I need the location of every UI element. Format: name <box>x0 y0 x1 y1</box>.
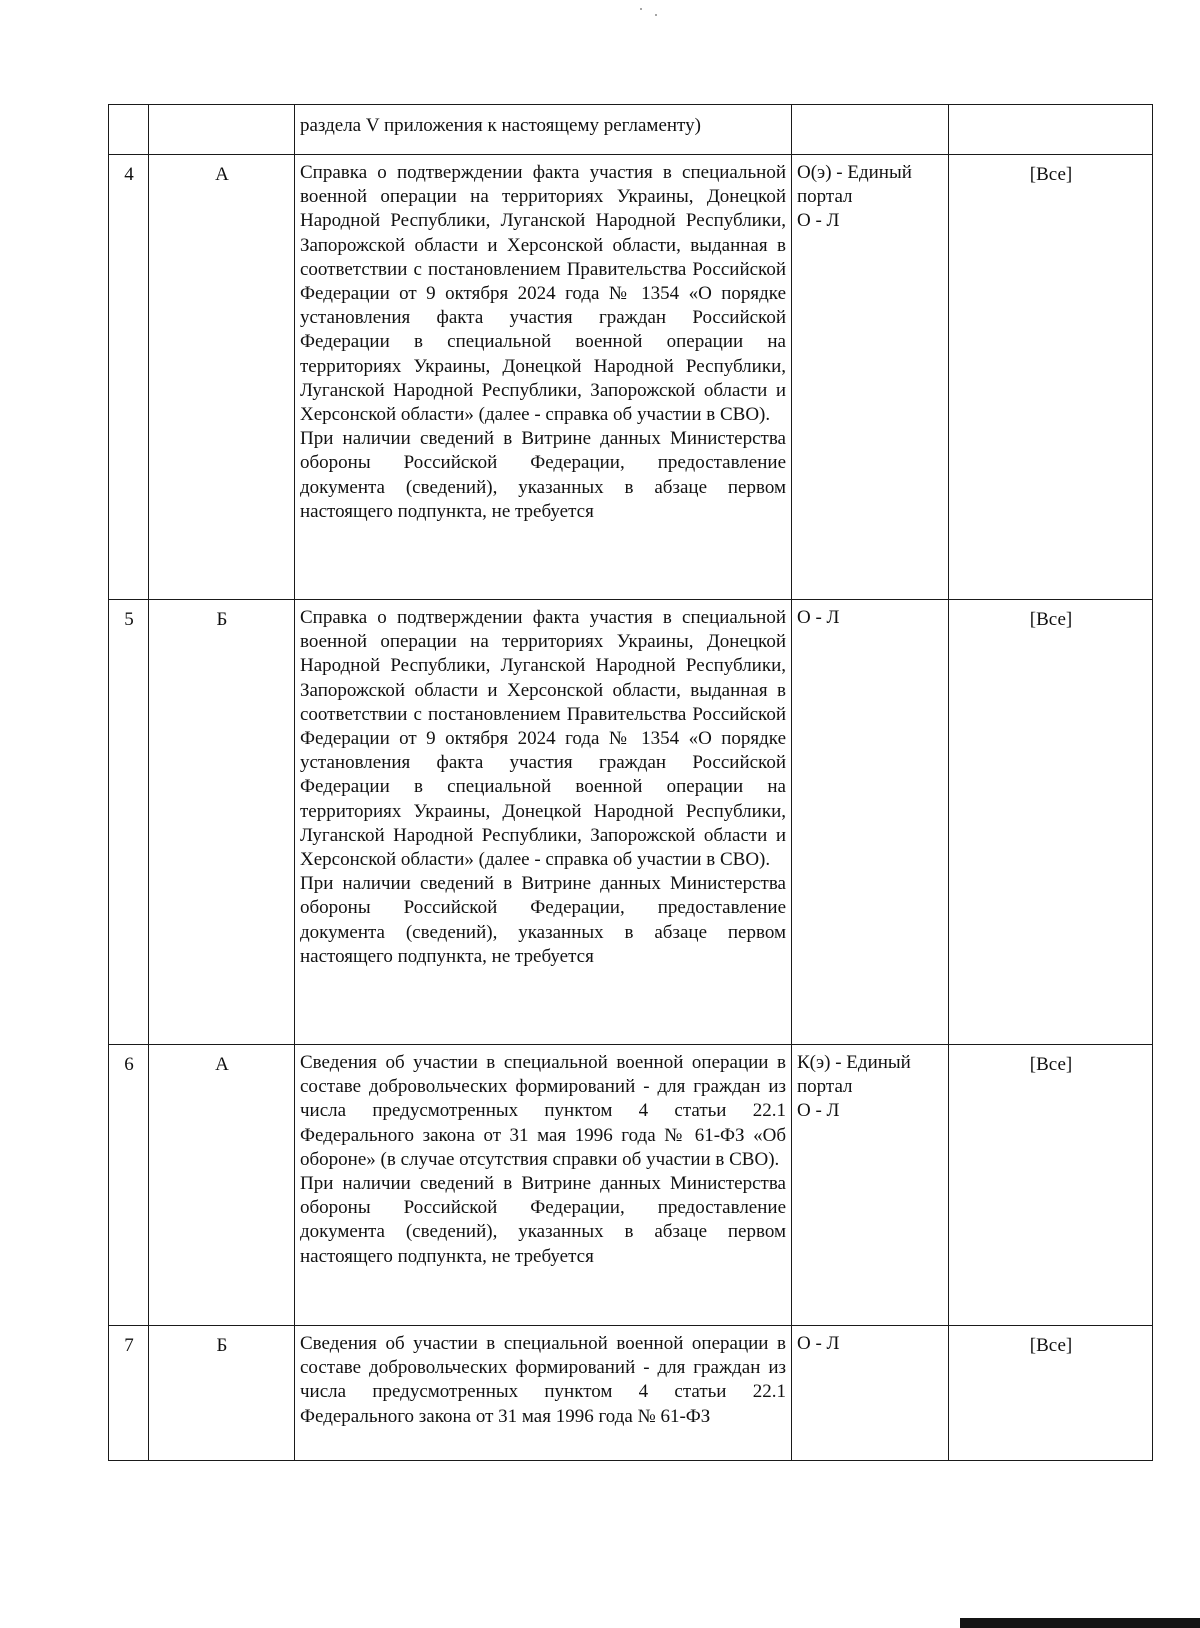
scan-speck <box>640 8 642 10</box>
document-paragraph: При наличии сведений в Витрине данных Министерства обороны Российской Федерации, предоставление документа (сведений), указанных в абзаце первом настоящего подпункта, не требуется <box>300 873 786 967</box>
row-number <box>109 105 149 155</box>
document-paragraph: раздела V приложения к настоящему регламенту) <box>300 115 701 136</box>
table-row <box>109 1045 1153 1326</box>
applicant-category: [Все] <box>949 1326 1153 1461</box>
requirement-line: О - Л <box>797 210 840 232</box>
requirement-line: О - Л <box>797 607 840 628</box>
table-row <box>109 600 1153 1045</box>
applicant-category: [Все] <box>949 155 1153 600</box>
row-number: 6 <box>109 1045 149 1326</box>
requirement-line: О - Л <box>797 1100 840 1122</box>
row-number: 7 <box>109 1326 149 1461</box>
applicant-category: [Все] <box>949 1045 1153 1326</box>
table-row <box>109 105 1153 155</box>
document-paragraph: Сведения об участии в специальной военной операции в составе добровольческих формирований - для граждан из числа предусмотренных пунктом 4 статьи 22.1 Федерального закона от 31 мая 1996 года № 61-ФЗ «Об обороне» (в случае отсутствия справки об участии в СВО). <box>300 1052 786 1170</box>
document-paragraph: Сведения об участии в специальной военной операции в составе добровольческих формирований - для граждан из числа предусмотренных пунктом 4 статьи 22.1 Федерального закона от 31 мая 1996 года № 61-ФЗ <box>300 1333 786 1427</box>
document-paragraph: Справка о подтверждении факта участия в специальной военной операции на территориях Украины, Донецкой Народной Республики, Луганской Народной Республики, Запорожской области и Херсонской области, выданная в соответствии с постановлением Правительства Российской Федерации от 9 октября 2024 года № 1354 «О порядке установления факта участия граждан Российской Федерации в специальной военной операции на территориях Украины, Донецкой Народной Республики, Луганской Народной Республики, Запорожской области и Херсонской области» (далее - справка об участии в СВО). <box>300 607 786 871</box>
row-variant: Б <box>149 1326 295 1461</box>
requirement-line: портал <box>797 1076 853 1098</box>
document-description <box>295 105 792 155</box>
row-variant <box>149 105 295 155</box>
applicant-category: [Все] <box>949 600 1153 1045</box>
requirement-line: О(э) - Единый <box>797 162 912 183</box>
scan-speck <box>655 14 657 16</box>
submission-requirement <box>792 1045 949 1326</box>
row-number: 4 <box>109 155 149 600</box>
table-row <box>109 155 1153 600</box>
document-paragraph: При наличии сведений в Витрине данных Министерства обороны Российской Федерации, предоставление документа (сведений), указанных в абзаце первом настоящего подпункта, не требуется <box>300 428 786 522</box>
document-description <box>295 600 792 1045</box>
document-description <box>295 1326 792 1461</box>
submission-requirement <box>792 155 949 600</box>
row-variant: А <box>149 1045 295 1326</box>
row-variant: А <box>149 155 295 600</box>
requirement-line: О - Л <box>797 1333 840 1354</box>
row-variant: Б <box>149 600 295 1045</box>
submission-requirement <box>792 600 949 1045</box>
submission-requirement <box>792 105 949 155</box>
submission-requirement <box>792 1326 949 1461</box>
regulation-table <box>108 104 1153 1461</box>
applicant-category <box>949 105 1153 155</box>
scan-bottom-edge <box>960 1618 1200 1628</box>
table-row <box>109 1326 1153 1461</box>
document-description <box>295 155 792 600</box>
requirement-line: портал <box>797 186 853 208</box>
document-paragraph: При наличии сведений в Витрине данных Министерства обороны Российской Федерации, предоставление документа (сведений), указанных в абзаце первом настоящего подпункта, не требуется <box>300 1173 786 1267</box>
document-description <box>295 1045 792 1326</box>
requirement-line: К(э) - Единый <box>797 1052 911 1073</box>
row-number: 5 <box>109 600 149 1045</box>
document-paragraph: Справка о подтверждении факта участия в специальной военной операции на территориях Украины, Донецкой Народной Республики, Луганской Народной Республики, Запорожской области и Херсонской области, выданная в соответствии с постановлением Правительства Российской Федерации от 9 октября 2024 года № 1354 «О порядке установления факта участия граждан Российской Федерации в специальной военной операции на территориях Украины, Донецкой Народной Республики, Луганской Народной Республики, Запорожской области и Херсонской области» (далее - справка об участии в СВО). <box>300 162 786 426</box>
